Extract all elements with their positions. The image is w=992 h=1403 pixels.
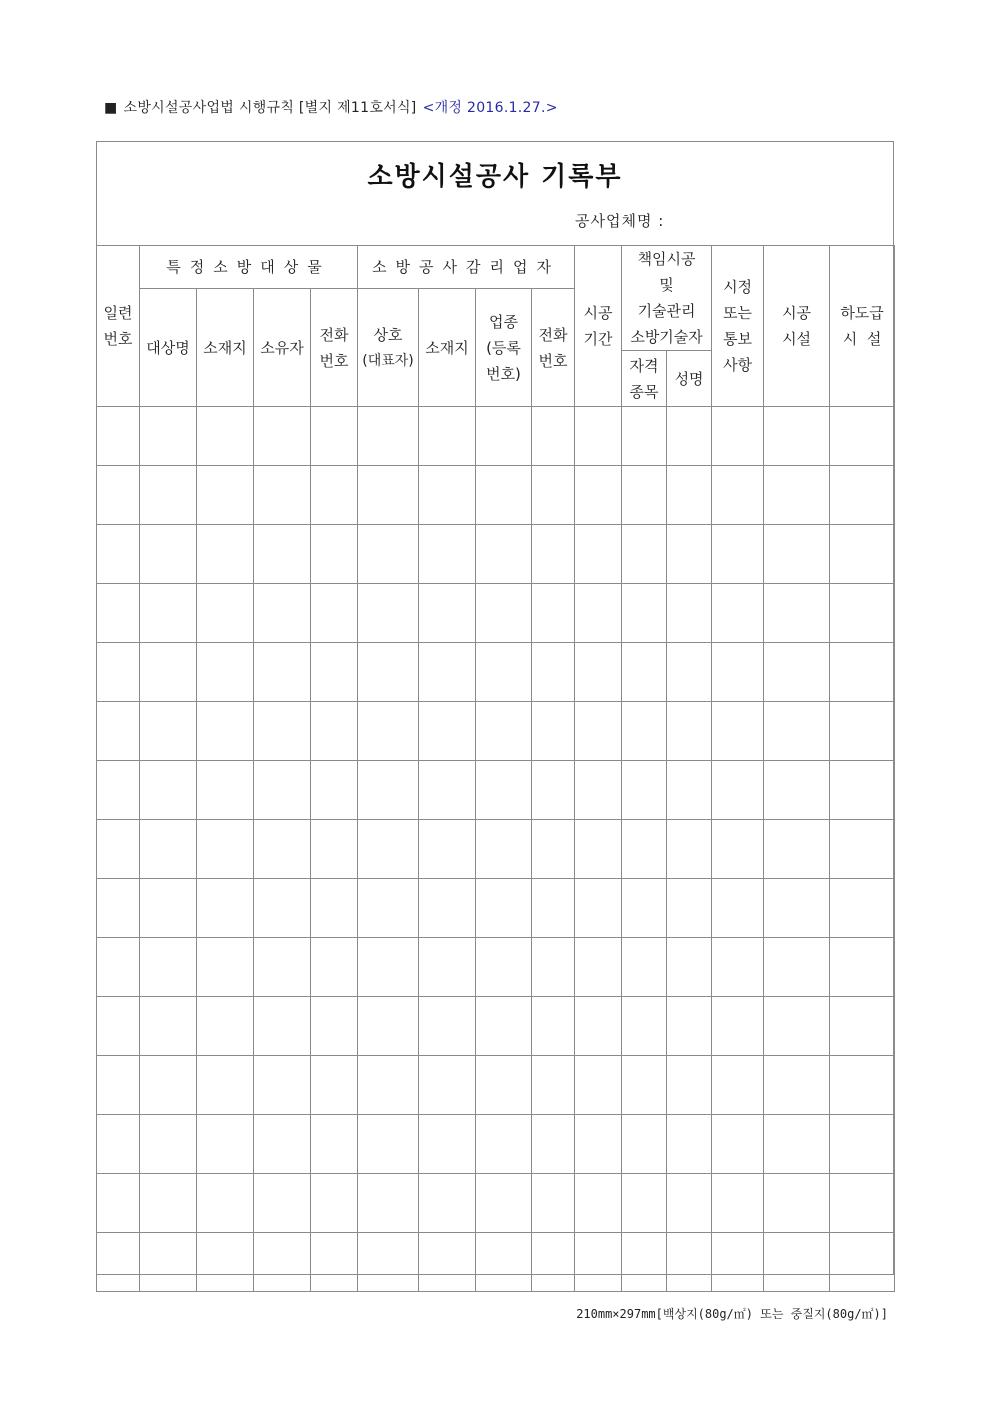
table-cell[interactable] bbox=[830, 997, 895, 1056]
table-cell[interactable] bbox=[97, 879, 140, 938]
table-cell[interactable] bbox=[254, 1115, 311, 1174]
table-cell[interactable] bbox=[622, 820, 667, 879]
table-cell[interactable] bbox=[712, 466, 764, 525]
table-row bbox=[97, 820, 895, 879]
table-cell[interactable] bbox=[575, 879, 622, 938]
table-cell[interactable] bbox=[622, 643, 667, 702]
table-cell[interactable] bbox=[830, 525, 895, 584]
table-cell[interactable] bbox=[476, 407, 532, 466]
header-engineer-qualification: 자격 종목 bbox=[622, 351, 667, 407]
table-cell[interactable] bbox=[358, 466, 419, 525]
table-cell[interactable] bbox=[712, 820, 764, 879]
table-cell[interactable] bbox=[764, 407, 830, 466]
header-supervisor-group: 소방공사감리업자 bbox=[358, 246, 575, 289]
table-cell[interactable] bbox=[311, 466, 358, 525]
table-cell[interactable] bbox=[622, 938, 667, 997]
table-cell[interactable] bbox=[712, 525, 764, 584]
table-row bbox=[97, 584, 895, 643]
table-cell[interactable] bbox=[764, 997, 830, 1056]
table-cell[interactable] bbox=[311, 1115, 358, 1174]
table-row bbox=[97, 407, 895, 466]
table-cell[interactable] bbox=[140, 643, 197, 702]
table-cell[interactable] bbox=[197, 761, 254, 820]
table-cell[interactable] bbox=[622, 761, 667, 820]
table-cell[interactable] bbox=[97, 1115, 140, 1174]
table-cell[interactable] bbox=[419, 643, 476, 702]
header-engineer-name: 성명 bbox=[667, 351, 712, 407]
table-cell[interactable] bbox=[419, 1233, 476, 1292]
table-cell[interactable] bbox=[97, 407, 140, 466]
table-cell[interactable] bbox=[532, 1233, 575, 1292]
table-cell[interactable] bbox=[97, 997, 140, 1056]
table-cell[interactable] bbox=[712, 1174, 764, 1233]
table-row bbox=[97, 997, 895, 1056]
table-cell[interactable] bbox=[419, 407, 476, 466]
table-cell[interactable] bbox=[140, 820, 197, 879]
table-cell[interactable] bbox=[667, 820, 712, 879]
table-cell[interactable] bbox=[712, 761, 764, 820]
table-cell[interactable] bbox=[712, 938, 764, 997]
table-cell[interactable] bbox=[575, 1174, 622, 1233]
table-cell[interactable] bbox=[622, 525, 667, 584]
table-cell[interactable] bbox=[476, 466, 532, 525]
table-cell[interactable] bbox=[197, 938, 254, 997]
table-row bbox=[97, 1233, 895, 1292]
table-cell[interactable] bbox=[358, 407, 419, 466]
table-cell[interactable] bbox=[764, 702, 830, 761]
table-cell[interactable] bbox=[712, 643, 764, 702]
table-row bbox=[97, 466, 895, 525]
table-cell[interactable] bbox=[622, 584, 667, 643]
table-cell[interactable] bbox=[764, 761, 830, 820]
table-cell[interactable] bbox=[622, 1233, 667, 1292]
table-cell[interactable] bbox=[712, 879, 764, 938]
table-cell[interactable] bbox=[97, 761, 140, 820]
table-cell[interactable] bbox=[358, 938, 419, 997]
table-cell[interactable] bbox=[97, 820, 140, 879]
table-cell[interactable] bbox=[97, 1233, 140, 1292]
table-cell[interactable] bbox=[532, 1115, 575, 1174]
table-cell[interactable] bbox=[254, 879, 311, 938]
table-cell[interactable] bbox=[311, 1233, 358, 1292]
table-row bbox=[97, 1115, 895, 1174]
table-row bbox=[97, 702, 895, 761]
table-cell[interactable] bbox=[764, 938, 830, 997]
table-cell[interactable] bbox=[764, 1174, 830, 1233]
table-cell[interactable] bbox=[419, 997, 476, 1056]
table-cell[interactable] bbox=[419, 466, 476, 525]
table-cell[interactable] bbox=[532, 938, 575, 997]
table-row bbox=[97, 938, 895, 997]
table-row bbox=[97, 1056, 895, 1115]
table-cell[interactable] bbox=[97, 466, 140, 525]
table-cell[interactable] bbox=[311, 525, 358, 584]
header-supervisor-trade-name: 상호 (대표자) bbox=[358, 289, 419, 407]
table-cell[interactable] bbox=[254, 997, 311, 1056]
table-cell[interactable] bbox=[197, 643, 254, 702]
table-cell[interactable] bbox=[140, 761, 197, 820]
record-table bbox=[96, 245, 895, 1292]
table-cell[interactable] bbox=[532, 466, 575, 525]
table-cell[interactable] bbox=[830, 820, 895, 879]
company-name-label: 공사업체명 : bbox=[575, 212, 665, 230]
table-cell[interactable] bbox=[622, 1174, 667, 1233]
table-cell[interactable] bbox=[764, 1115, 830, 1174]
table-cell[interactable] bbox=[575, 466, 622, 525]
table-cell[interactable] bbox=[667, 1174, 712, 1233]
table-cell[interactable] bbox=[764, 820, 830, 879]
table-cell[interactable] bbox=[667, 761, 712, 820]
header-supervisor-phone: 전화 번호 bbox=[532, 289, 575, 407]
table-row bbox=[97, 643, 895, 702]
table-cell[interactable] bbox=[476, 879, 532, 938]
table-cell[interactable] bbox=[712, 1056, 764, 1115]
table-cell[interactable] bbox=[622, 407, 667, 466]
table-cell[interactable] bbox=[622, 1056, 667, 1115]
table-cell[interactable] bbox=[97, 584, 140, 643]
table-cell[interactable] bbox=[764, 584, 830, 643]
table-cell[interactable] bbox=[532, 702, 575, 761]
table-cell[interactable] bbox=[764, 466, 830, 525]
table-cell[interactable] bbox=[712, 1115, 764, 1174]
table-cell[interactable] bbox=[830, 1115, 895, 1174]
table-cell[interactable] bbox=[830, 938, 895, 997]
table-cell[interactable] bbox=[419, 761, 476, 820]
header-subcontract-facility: 하도급 시 설 bbox=[830, 246, 895, 407]
table-cell[interactable] bbox=[311, 820, 358, 879]
table-cell[interactable] bbox=[140, 702, 197, 761]
table-cell[interactable] bbox=[622, 879, 667, 938]
table-cell[interactable] bbox=[140, 584, 197, 643]
table-cell[interactable] bbox=[419, 702, 476, 761]
table-cell[interactable] bbox=[712, 997, 764, 1056]
table-cell[interactable] bbox=[830, 1056, 895, 1115]
table-cell[interactable] bbox=[667, 1233, 712, 1292]
table-cell[interactable] bbox=[764, 525, 830, 584]
table-cell[interactable] bbox=[197, 466, 254, 525]
table-cell[interactable] bbox=[575, 1056, 622, 1115]
table-row bbox=[97, 1174, 895, 1233]
table-cell[interactable] bbox=[254, 643, 311, 702]
table-cell[interactable] bbox=[575, 1115, 622, 1174]
table-cell[interactable] bbox=[140, 1115, 197, 1174]
table-cell[interactable] bbox=[575, 525, 622, 584]
table-cell[interactable] bbox=[575, 938, 622, 997]
table-cell[interactable] bbox=[97, 643, 140, 702]
table-cell[interactable] bbox=[532, 643, 575, 702]
table-cell[interactable] bbox=[476, 1174, 532, 1233]
table-cell[interactable] bbox=[830, 1174, 895, 1233]
table-cell[interactable] bbox=[311, 997, 358, 1056]
table-cell[interactable] bbox=[419, 525, 476, 584]
table-cell[interactable] bbox=[419, 584, 476, 643]
table-cell[interactable] bbox=[311, 702, 358, 761]
table-cell[interactable] bbox=[419, 820, 476, 879]
table-cell[interactable] bbox=[97, 525, 140, 584]
table-cell[interactable] bbox=[476, 997, 532, 1056]
table-cell[interactable] bbox=[830, 584, 895, 643]
table-cell[interactable] bbox=[575, 761, 622, 820]
table-cell[interactable] bbox=[532, 1056, 575, 1115]
table-cell[interactable] bbox=[197, 584, 254, 643]
table-cell[interactable] bbox=[140, 407, 197, 466]
table-cell[interactable] bbox=[622, 1115, 667, 1174]
table-cell[interactable] bbox=[667, 584, 712, 643]
table-cell[interactable] bbox=[140, 525, 197, 584]
table-cell[interactable] bbox=[419, 879, 476, 938]
table-cell[interactable] bbox=[532, 997, 575, 1056]
table-cell[interactable] bbox=[712, 702, 764, 761]
table-cell[interactable] bbox=[575, 407, 622, 466]
table-cell[interactable] bbox=[575, 643, 622, 702]
table-cell[interactable] bbox=[830, 407, 895, 466]
header-correction-notice: 시정 또는 통보 사항 bbox=[712, 246, 764, 407]
table-cell[interactable] bbox=[764, 879, 830, 938]
table-row bbox=[97, 761, 895, 820]
table-cell[interactable] bbox=[712, 407, 764, 466]
header-target-group: 특정소방대상물 bbox=[140, 246, 358, 289]
table-cell[interactable] bbox=[254, 407, 311, 466]
table-cell[interactable] bbox=[667, 525, 712, 584]
table-cell[interactable] bbox=[419, 938, 476, 997]
table-cell[interactable] bbox=[532, 584, 575, 643]
table-cell[interactable] bbox=[419, 1056, 476, 1115]
table-cell[interactable] bbox=[667, 1056, 712, 1115]
table-cell[interactable] bbox=[97, 1056, 140, 1115]
table-cell[interactable] bbox=[358, 1233, 419, 1292]
table-cell[interactable] bbox=[622, 466, 667, 525]
header-construction-facility: 시공 시설 bbox=[764, 246, 830, 407]
table-cell[interactable] bbox=[358, 643, 419, 702]
table-cell[interactable] bbox=[830, 879, 895, 938]
table-cell[interactable] bbox=[476, 643, 532, 702]
header-target-name: 대상명 bbox=[140, 289, 197, 407]
table-cell[interactable] bbox=[358, 1056, 419, 1115]
table-cell[interactable] bbox=[311, 407, 358, 466]
table-cell[interactable] bbox=[830, 702, 895, 761]
table-cell[interactable] bbox=[667, 1115, 712, 1174]
table-cell[interactable] bbox=[311, 1056, 358, 1115]
table-cell[interactable] bbox=[358, 997, 419, 1056]
table-cell[interactable] bbox=[311, 1174, 358, 1233]
table-cell[interactable] bbox=[311, 584, 358, 643]
header-serial-number: 일련 번호 bbox=[97, 246, 140, 407]
table-cell[interactable] bbox=[197, 879, 254, 938]
table-cell[interactable] bbox=[197, 702, 254, 761]
table-cell[interactable] bbox=[140, 1174, 197, 1233]
table-cell[interactable] bbox=[667, 702, 712, 761]
table-cell[interactable] bbox=[254, 1233, 311, 1292]
table-cell[interactable] bbox=[667, 938, 712, 997]
table-cell[interactable] bbox=[254, 584, 311, 643]
table-cell[interactable] bbox=[532, 525, 575, 584]
header-construction-period: 시공 기간 bbox=[575, 246, 622, 407]
table-cell[interactable] bbox=[358, 702, 419, 761]
table-cell[interactable] bbox=[358, 879, 419, 938]
table-cell[interactable] bbox=[311, 938, 358, 997]
table-cell[interactable] bbox=[764, 1056, 830, 1115]
table-cell[interactable] bbox=[830, 761, 895, 820]
table-cell[interactable] bbox=[764, 1233, 830, 1292]
table-cell[interactable] bbox=[532, 879, 575, 938]
table-cell[interactable] bbox=[419, 1115, 476, 1174]
header-target-location: 소재지 bbox=[197, 289, 254, 407]
table-cell[interactable] bbox=[476, 761, 532, 820]
table-cell[interactable] bbox=[358, 820, 419, 879]
table-cell[interactable] bbox=[197, 1174, 254, 1233]
table-cell[interactable] bbox=[254, 820, 311, 879]
table-cell[interactable] bbox=[764, 643, 830, 702]
table-cell[interactable] bbox=[575, 1233, 622, 1292]
paper-spec: 210mm×297mm[백상지(80g/㎡) 또는 중질지(80g/㎡)] bbox=[576, 1307, 888, 1321]
table-cell[interactable] bbox=[197, 1115, 254, 1174]
table-cell[interactable] bbox=[311, 643, 358, 702]
table-cell[interactable] bbox=[476, 938, 532, 997]
table-cell[interactable] bbox=[140, 997, 197, 1056]
header-supervisor-location: 소재지 bbox=[419, 289, 476, 407]
table-row bbox=[97, 525, 895, 584]
table-cell[interactable] bbox=[712, 1233, 764, 1292]
table-cell[interactable] bbox=[667, 407, 712, 466]
table-cell[interactable] bbox=[311, 761, 358, 820]
table-cell[interactable] bbox=[712, 584, 764, 643]
table-cell[interactable] bbox=[254, 761, 311, 820]
table-cell[interactable] bbox=[476, 1233, 532, 1292]
table-cell[interactable] bbox=[197, 1233, 254, 1292]
table-cell[interactable] bbox=[532, 1174, 575, 1233]
table-cell[interactable] bbox=[197, 525, 254, 584]
table-cell[interactable] bbox=[140, 879, 197, 938]
square-bullet-icon: ■ bbox=[104, 100, 118, 116]
table-cell[interactable] bbox=[358, 525, 419, 584]
table-cell[interactable] bbox=[667, 466, 712, 525]
table-cell[interactable] bbox=[575, 584, 622, 643]
table-cell[interactable] bbox=[532, 407, 575, 466]
law-reference: 소방시설공사업법 시행규칙 [별지 제11호서식] bbox=[123, 100, 417, 116]
table-cell[interactable] bbox=[476, 1056, 532, 1115]
table-cell[interactable] bbox=[197, 1056, 254, 1115]
table-row bbox=[97, 879, 895, 938]
table-cell[interactable] bbox=[358, 584, 419, 643]
table-cell[interactable] bbox=[358, 761, 419, 820]
table-cell[interactable] bbox=[140, 466, 197, 525]
table-cell[interactable] bbox=[254, 702, 311, 761]
table-cell[interactable] bbox=[97, 1174, 140, 1233]
header-target-owner: 소유자 bbox=[254, 289, 311, 407]
table-cell[interactable] bbox=[97, 938, 140, 997]
table-cell[interactable] bbox=[830, 643, 895, 702]
table-cell[interactable] bbox=[476, 820, 532, 879]
table-cell[interactable] bbox=[476, 1115, 532, 1174]
table-cell[interactable] bbox=[254, 1174, 311, 1233]
table-cell[interactable] bbox=[667, 643, 712, 702]
table-cell[interactable] bbox=[667, 879, 712, 938]
header-engineer-group: 책임시공 및 기술관리 소방기술자 bbox=[622, 246, 712, 351]
table-cell[interactable] bbox=[254, 938, 311, 997]
table-cell[interactable] bbox=[476, 525, 532, 584]
form-reference bbox=[104, 97, 558, 117]
table-cell[interactable] bbox=[830, 1233, 895, 1292]
header-target-phone: 전화 번호 bbox=[311, 289, 358, 407]
table-cell[interactable] bbox=[476, 584, 532, 643]
table-cell[interactable] bbox=[830, 466, 895, 525]
table-cell[interactable] bbox=[254, 1056, 311, 1115]
table-cell[interactable] bbox=[140, 1056, 197, 1115]
table-cell[interactable] bbox=[667, 997, 712, 1056]
table-cell[interactable] bbox=[197, 407, 254, 466]
table-cell[interactable] bbox=[254, 525, 311, 584]
header-supervisor-business: 업종 (등록 번호) bbox=[476, 289, 532, 407]
table-cell[interactable] bbox=[197, 997, 254, 1056]
table-cell[interactable] bbox=[358, 1115, 419, 1174]
table-cell[interactable] bbox=[476, 702, 532, 761]
table-cell[interactable] bbox=[140, 938, 197, 997]
table-cell[interactable] bbox=[254, 466, 311, 525]
table-cell[interactable] bbox=[532, 820, 575, 879]
table-cell[interactable] bbox=[575, 820, 622, 879]
table-cell[interactable] bbox=[358, 1174, 419, 1233]
form-title: 소방시설공사 기록부 bbox=[367, 162, 623, 192]
table-cell[interactable] bbox=[140, 1233, 197, 1292]
table-cell[interactable] bbox=[197, 820, 254, 879]
table-cell[interactable] bbox=[622, 997, 667, 1056]
table-cell[interactable] bbox=[575, 997, 622, 1056]
table-cell[interactable] bbox=[419, 1174, 476, 1233]
table-cell[interactable] bbox=[622, 702, 667, 761]
table-cell[interactable] bbox=[575, 702, 622, 761]
table-cell[interactable] bbox=[311, 879, 358, 938]
table-cell[interactable] bbox=[532, 761, 575, 820]
revision-date: <개정 2016.1.27.> bbox=[422, 100, 558, 116]
table-cell[interactable] bbox=[97, 702, 140, 761]
